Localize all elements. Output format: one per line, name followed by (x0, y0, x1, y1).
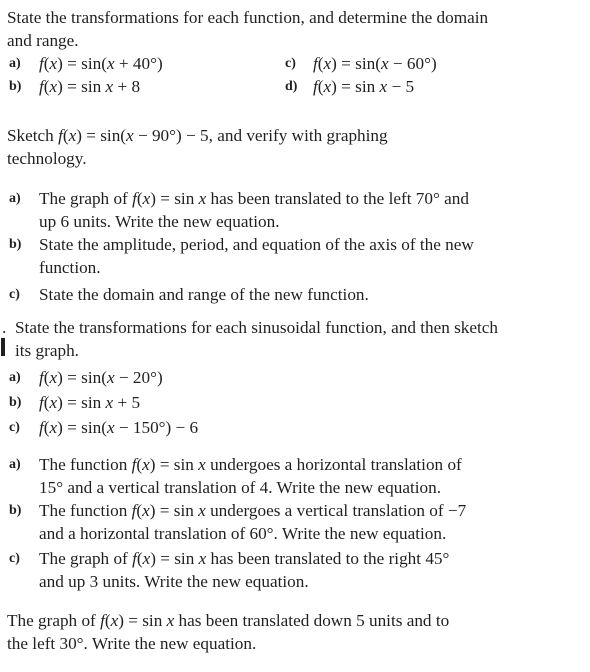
q5-a-line2: 15° and a vertical translation of 4. Write the new equation. (39, 478, 442, 497)
q3-c-line1: State the domain and range of the new function. (39, 285, 369, 304)
q1-b-label: b) (9, 79, 22, 94)
q3-b-line1: State the amplitude, period, and equation of the axis of the new (39, 235, 474, 254)
q5-a-label: a) (9, 457, 21, 472)
q5-c-line1: The graph of f(x) = sin x has been translated to the right 45° (39, 549, 450, 568)
q1-b-expr: f(x) = sin x + 8 (39, 77, 141, 96)
q1-c-expr: f(x) = sin(x − 60°) (313, 54, 437, 73)
q6-line2: the left 30°. Write the new equation. (7, 634, 257, 653)
q1-d-label: d) (285, 79, 298, 94)
q5-b-line1: The function f(x) = sin x undergoes a vertical translation of −7 (39, 501, 467, 520)
q5-c-line2: and up 3 units. Write the new equation. (39, 572, 309, 591)
left-margin-bar (1, 338, 5, 356)
q1-c-label: c) (285, 56, 296, 71)
q3-a-line1: The graph of f(x) = sin x has been translated to the left 70° and (39, 189, 469, 208)
q4-intro-line2: its graph. (15, 341, 79, 360)
q2-line1: Sketch f(x) = sin(x − 90°) − 5, and verify with graphing (7, 126, 388, 145)
q1-a-expr: f(x) = sin(x + 40°) (39, 54, 163, 73)
q1-intro-line1: State the transformations for each function, and determine the domain (7, 8, 489, 27)
q3-c-label: c) (9, 287, 20, 302)
q5-a-line1: The function f(x) = sin x undergoes a horizontal translation of (39, 455, 462, 474)
q1-d-expr: f(x) = sin x − 5 (313, 77, 415, 96)
q4-b-label: b) (9, 395, 22, 410)
q4-intro-line1: State the transformations for each sinusoidal function, and then sketch (15, 318, 499, 337)
q3-a-line2: up 6 units. Write the new equation. (39, 212, 280, 231)
q2-line2: technology. (7, 149, 87, 168)
q5-b-line2: and a horizontal translation of 60°. Write the new equation. (39, 524, 447, 543)
q1-intro-line2: and range. (7, 31, 79, 50)
q5-c-label: c) (9, 551, 20, 566)
q5-b-label: b) (9, 503, 22, 518)
q4-b-expr: f(x) = sin x + 5 (39, 393, 141, 412)
q3-b-line2: function. (39, 258, 101, 277)
q3-b-label: b) (9, 237, 22, 252)
q4-prefix: . (2, 318, 7, 337)
q4-a-expr: f(x) = sin(x − 20°) (39, 368, 163, 387)
q4-a-label: a) (9, 370, 21, 385)
q3-a-label: a) (9, 191, 21, 206)
q4-c-label: c) (9, 420, 20, 435)
q4-c-expr: f(x) = sin(x − 150°) − 6 (39, 418, 199, 437)
q6-line1: The graph of f(x) = sin x has been translated down 5 units and to (7, 611, 450, 630)
q1-a-label: a) (9, 56, 21, 71)
